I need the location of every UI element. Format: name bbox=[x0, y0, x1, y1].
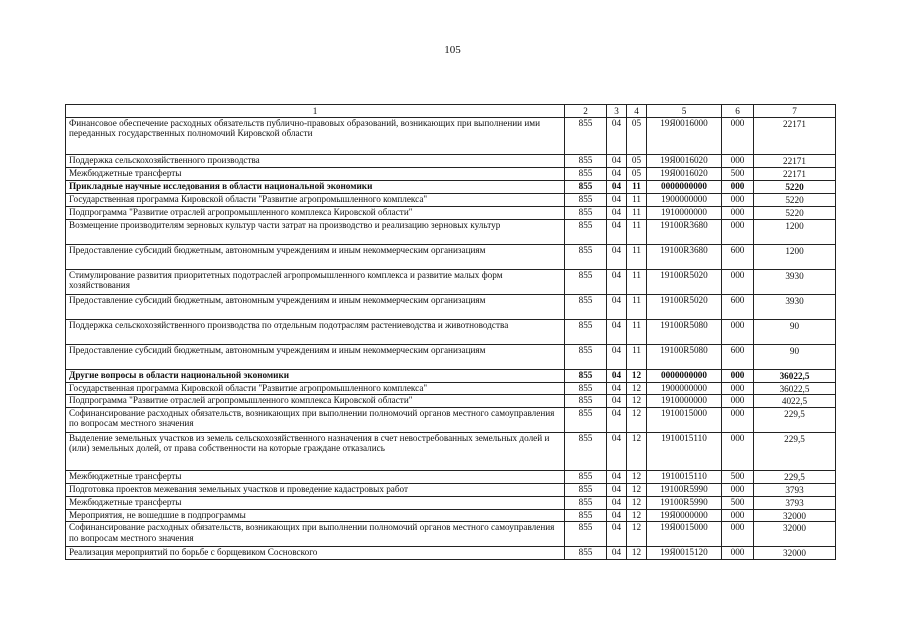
row-section-code: 04 bbox=[607, 295, 627, 320]
row-section-code: 04 bbox=[607, 270, 627, 295]
header-cell-7: 7 bbox=[754, 105, 836, 118]
row-expense-type: 000 bbox=[722, 270, 754, 295]
row-amount: 3793 bbox=[754, 483, 836, 496]
row-expense-type: 500 bbox=[722, 168, 754, 181]
row-expense-type: 000 bbox=[722, 407, 754, 432]
row-subsection-code: 12 bbox=[627, 383, 647, 395]
row-ministry-code: 855 bbox=[565, 270, 607, 295]
row-amount: 5220 bbox=[754, 194, 836, 207]
row-expense-type: 000 bbox=[722, 383, 754, 395]
table-row bbox=[66, 270, 836, 295]
row-name-cell: Межбюджетные трансферты bbox=[66, 168, 565, 181]
row-ministry-code: 855 bbox=[565, 470, 607, 483]
row-target-code: 0000000000 bbox=[647, 181, 722, 194]
row-name-cell: Межбюджетные трансферты bbox=[66, 496, 565, 509]
row-section-code: 04 bbox=[607, 245, 627, 270]
row-name-cell: Финансовое обеспечение расходных обязательств публично-правовых образований, возникающих при выполнении ими переданных государственных полномочий Кировской области bbox=[66, 118, 565, 155]
table-row bbox=[66, 155, 836, 168]
row-ministry-code: 855 bbox=[565, 370, 607, 383]
row-amount: 32000 bbox=[754, 547, 836, 560]
row-expense-type: 000 bbox=[722, 522, 754, 547]
row-amount: 22171 bbox=[754, 155, 836, 168]
row-amount: 90 bbox=[754, 320, 836, 345]
row-section-code: 04 bbox=[607, 407, 627, 432]
row-amount: 5220 bbox=[754, 207, 836, 220]
row-name-cell: Государственная программа Кировской области "Развитие агропромышленного комплекса" bbox=[66, 194, 565, 207]
row-subsection-code: 12 bbox=[627, 432, 647, 470]
row-expense-type: 000 bbox=[722, 370, 754, 383]
row-subsection-code: 12 bbox=[627, 496, 647, 509]
row-ministry-code: 855 bbox=[565, 496, 607, 509]
row-section-code: 04 bbox=[607, 483, 627, 496]
row-section-code: 04 bbox=[607, 207, 627, 220]
row-ministry-code: 855 bbox=[565, 395, 607, 407]
row-target-code: 19Я0015120 bbox=[647, 547, 722, 560]
table-row bbox=[66, 483, 836, 496]
row-ministry-code: 855 bbox=[565, 168, 607, 181]
row-amount: 229,5 bbox=[754, 407, 836, 432]
row-section-code: 04 bbox=[607, 181, 627, 194]
row-ministry-code: 855 bbox=[565, 547, 607, 560]
row-name-cell: Софинансирование расходных обязательств, возникающих при выполнении полномочий органов местного самоуправления по вопросам местного значения bbox=[66, 407, 565, 432]
row-expense-type: 000 bbox=[722, 207, 754, 220]
row-target-code: 19100R3680 bbox=[647, 220, 722, 245]
table-row bbox=[66, 295, 836, 320]
row-section-code: 04 bbox=[607, 320, 627, 345]
row-target-code: 19100R5020 bbox=[647, 295, 722, 320]
row-subsection-code: 12 bbox=[627, 522, 647, 547]
row-section-code: 04 bbox=[607, 383, 627, 395]
table-row bbox=[66, 496, 836, 509]
row-ministry-code: 855 bbox=[565, 181, 607, 194]
table-row bbox=[66, 407, 836, 432]
row-amount: 36022,5 bbox=[754, 370, 836, 383]
row-ministry-code: 855 bbox=[565, 383, 607, 395]
row-section-code: 04 bbox=[607, 432, 627, 470]
table-row bbox=[66, 245, 836, 270]
row-name-cell: Возмещение производителям зерновых культур части затрат на производство и реализацию зерновых культур bbox=[66, 220, 565, 245]
row-expense-type: 000 bbox=[722, 432, 754, 470]
table-row bbox=[66, 432, 836, 470]
row-name-cell: Государственная программа Кировской области "Развитие агропромышленного комплекса" bbox=[66, 383, 565, 395]
row-expense-type: 000 bbox=[722, 118, 754, 155]
table-row bbox=[66, 395, 836, 407]
row-amount: 3930 bbox=[754, 270, 836, 295]
row-subsection-code: 11 bbox=[627, 320, 647, 345]
row-ministry-code: 855 bbox=[565, 320, 607, 345]
row-subsection-code: 11 bbox=[627, 181, 647, 194]
header-cell-4: 4 bbox=[627, 105, 647, 118]
row-expense-type: 000 bbox=[722, 181, 754, 194]
row-expense-type: 500 bbox=[722, 470, 754, 483]
table-row bbox=[66, 207, 836, 220]
header-cell-1: 1 bbox=[66, 105, 565, 118]
table-row bbox=[66, 220, 836, 245]
row-section-code: 04 bbox=[607, 155, 627, 168]
row-amount: 229,5 bbox=[754, 470, 836, 483]
row-subsection-code: 11 bbox=[627, 295, 647, 320]
row-ministry-code: 855 bbox=[565, 509, 607, 521]
row-expense-type: 500 bbox=[722, 496, 754, 509]
page-number: 105 bbox=[444, 44, 461, 56]
row-subsection-code: 12 bbox=[627, 395, 647, 407]
row-name-cell: Подпрограмма "Развитие отраслей агропромышленного комплекса Кировской области" bbox=[66, 395, 565, 407]
row-name-cell: Предоставление субсидий бюджетным, автономным учреждениям и иным некоммерческим организациям bbox=[66, 245, 565, 270]
row-amount: 22171 bbox=[754, 168, 836, 181]
row-subsection-code: 12 bbox=[627, 547, 647, 560]
table-header-row bbox=[66, 105, 836, 118]
header-cell-5: 5 bbox=[647, 105, 722, 118]
row-target-code: 1910015000 bbox=[647, 407, 722, 432]
header-cell-2: 2 bbox=[565, 105, 607, 118]
row-amount: 3793 bbox=[754, 496, 836, 509]
row-subsection-code: 05 bbox=[627, 168, 647, 181]
header-cell-6: 6 bbox=[722, 105, 754, 118]
row-name-cell: Поддержка сельскохозяйственного производства по отдельным подотраслям растениеводства и животноводства bbox=[66, 320, 565, 345]
row-section-code: 04 bbox=[607, 509, 627, 521]
row-target-code: 19100R5020 bbox=[647, 270, 722, 295]
row-ministry-code: 855 bbox=[565, 245, 607, 270]
row-expense-type: 000 bbox=[722, 155, 754, 168]
row-target-code: 0000000000 bbox=[647, 370, 722, 383]
table-row bbox=[66, 194, 836, 207]
row-subsection-code: 12 bbox=[627, 509, 647, 521]
row-subsection-code: 11 bbox=[627, 207, 647, 220]
row-subsection-code: 05 bbox=[627, 155, 647, 168]
row-ministry-code: 855 bbox=[565, 155, 607, 168]
row-target-code: 1910000000 bbox=[647, 207, 722, 220]
row-target-code: 19100R5080 bbox=[647, 320, 722, 345]
table-row bbox=[66, 470, 836, 483]
row-ministry-code: 855 bbox=[565, 220, 607, 245]
row-target-code: 1910015110 bbox=[647, 432, 722, 470]
row-expense-type: 000 bbox=[722, 194, 754, 207]
row-name-cell: Выделение земельных участков из земель сельскохозяйственного назначения в счет невостребованных земельных долей и (или) земельных долей, от права собственности на которые граждане отказались bbox=[66, 432, 565, 470]
row-name-cell: Поддержка сельскохозяйственного производства bbox=[66, 155, 565, 168]
row-ministry-code: 855 bbox=[565, 483, 607, 496]
row-target-code: 19100R5990 bbox=[647, 496, 722, 509]
row-expense-type: 000 bbox=[722, 509, 754, 521]
row-expense-type: 000 bbox=[722, 395, 754, 407]
row-name-cell: Подпрограмма "Развитие отраслей агропромышленного комплекса Кировской области" bbox=[66, 207, 565, 220]
row-expense-type: 000 bbox=[722, 220, 754, 245]
row-target-code: 19Я0016000 bbox=[647, 118, 722, 155]
table-row bbox=[66, 509, 836, 521]
row-target-code: 1900000000 bbox=[647, 383, 722, 395]
row-name-cell: Другие вопросы в области национальной экономики bbox=[66, 370, 565, 383]
row-ministry-code: 855 bbox=[565, 295, 607, 320]
row-target-code: 19100R5080 bbox=[647, 345, 722, 370]
row-name-cell: Предоставление субсидий бюджетным, автономным учреждениям и иным некоммерческим организациям bbox=[66, 345, 565, 370]
budget-table bbox=[65, 104, 836, 560]
row-subsection-code: 11 bbox=[627, 345, 647, 370]
row-target-code: 19Я0000000 bbox=[647, 509, 722, 521]
row-section-code: 04 bbox=[607, 395, 627, 407]
row-amount: 5220 bbox=[754, 181, 836, 194]
row-subsection-code: 11 bbox=[627, 245, 647, 270]
row-amount: 22171 bbox=[754, 118, 836, 155]
row-expense-type: 600 bbox=[722, 345, 754, 370]
row-section-code: 04 bbox=[607, 522, 627, 547]
row-amount: 1200 bbox=[754, 220, 836, 245]
row-amount: 32000 bbox=[754, 522, 836, 547]
row-subsection-code: 12 bbox=[627, 370, 647, 383]
row-name-cell: Мероприятия, не вошедшие в подпрограммы bbox=[66, 509, 565, 521]
row-expense-type: 000 bbox=[722, 547, 754, 560]
row-target-code: 1900000000 bbox=[647, 194, 722, 207]
table-row bbox=[66, 547, 836, 560]
row-amount: 1200 bbox=[754, 245, 836, 270]
table-row bbox=[66, 370, 836, 383]
row-subsection-code: 11 bbox=[627, 220, 647, 245]
row-name-cell: Софинансирование расходных обязательств, возникающих при выполнении полномочий органов местного самоуправления по вопросам местного значения bbox=[66, 522, 565, 547]
row-target-code: 19Я0016020 bbox=[647, 168, 722, 181]
row-subsection-code: 11 bbox=[627, 270, 647, 295]
row-ministry-code: 855 bbox=[565, 118, 607, 155]
row-name-cell: Межбюджетные трансферты bbox=[66, 470, 565, 483]
row-ministry-code: 855 bbox=[565, 432, 607, 470]
row-amount: 36022,5 bbox=[754, 383, 836, 395]
row-expense-type: 600 bbox=[722, 245, 754, 270]
row-subsection-code: 11 bbox=[627, 194, 647, 207]
table-row bbox=[66, 118, 836, 155]
row-expense-type: 000 bbox=[722, 320, 754, 345]
row-amount: 229,5 bbox=[754, 432, 836, 470]
row-expense-type: 600 bbox=[722, 295, 754, 320]
row-target-code: 19100R3680 bbox=[647, 245, 722, 270]
row-subsection-code: 12 bbox=[627, 470, 647, 483]
row-section-code: 04 bbox=[607, 168, 627, 181]
row-name-cell: Стимулирование развития приоритетных подотраслей агропромышленного комплекса и развитие малых форм хозяйствования bbox=[66, 270, 565, 295]
row-amount: 3930 bbox=[754, 295, 836, 320]
row-target-code: 19Я0016020 bbox=[647, 155, 722, 168]
row-amount: 90 bbox=[754, 345, 836, 370]
row-ministry-code: 855 bbox=[565, 345, 607, 370]
row-target-code: 19100R5990 bbox=[647, 483, 722, 496]
row-ministry-code: 855 bbox=[565, 194, 607, 207]
row-subsection-code: 12 bbox=[627, 483, 647, 496]
row-name-cell: Реализация мероприятий по борьбе с борщевиком Сосновского bbox=[66, 547, 565, 560]
row-section-code: 04 bbox=[607, 220, 627, 245]
table-row bbox=[66, 522, 836, 547]
table-row bbox=[66, 181, 836, 194]
row-name-cell: Прикладные научные исследования в области национальной экономики bbox=[66, 181, 565, 194]
row-ministry-code: 855 bbox=[565, 207, 607, 220]
row-target-code: 1910000000 bbox=[647, 395, 722, 407]
table-row bbox=[66, 383, 836, 395]
row-ministry-code: 855 bbox=[565, 407, 607, 432]
table-row bbox=[66, 168, 836, 181]
row-name-cell: Подготовка проектов межевания земельных участков и проведение кадастровых работ bbox=[66, 483, 565, 496]
table-row bbox=[66, 345, 836, 370]
row-expense-type: 000 bbox=[722, 483, 754, 496]
row-ministry-code: 855 bbox=[565, 522, 607, 547]
row-section-code: 04 bbox=[607, 118, 627, 155]
row-amount: 32000 bbox=[754, 509, 836, 521]
row-section-code: 04 bbox=[607, 470, 627, 483]
row-section-code: 04 bbox=[607, 194, 627, 207]
row-section-code: 04 bbox=[607, 345, 627, 370]
row-name-cell: Предоставление субсидий бюджетным, автономным учреждениям и иным некоммерческим организациям bbox=[66, 295, 565, 320]
row-section-code: 04 bbox=[607, 547, 627, 560]
row-subsection-code: 12 bbox=[627, 407, 647, 432]
row-section-code: 04 bbox=[607, 496, 627, 509]
header-cell-3: 3 bbox=[607, 105, 627, 118]
row-target-code: 19Я0015000 bbox=[647, 522, 722, 547]
row-target-code: 1910015110 bbox=[647, 470, 722, 483]
table-row bbox=[66, 320, 836, 345]
row-amount: 4022,5 bbox=[754, 395, 836, 407]
row-subsection-code: 05 bbox=[627, 118, 647, 155]
row-section-code: 04 bbox=[607, 370, 627, 383]
